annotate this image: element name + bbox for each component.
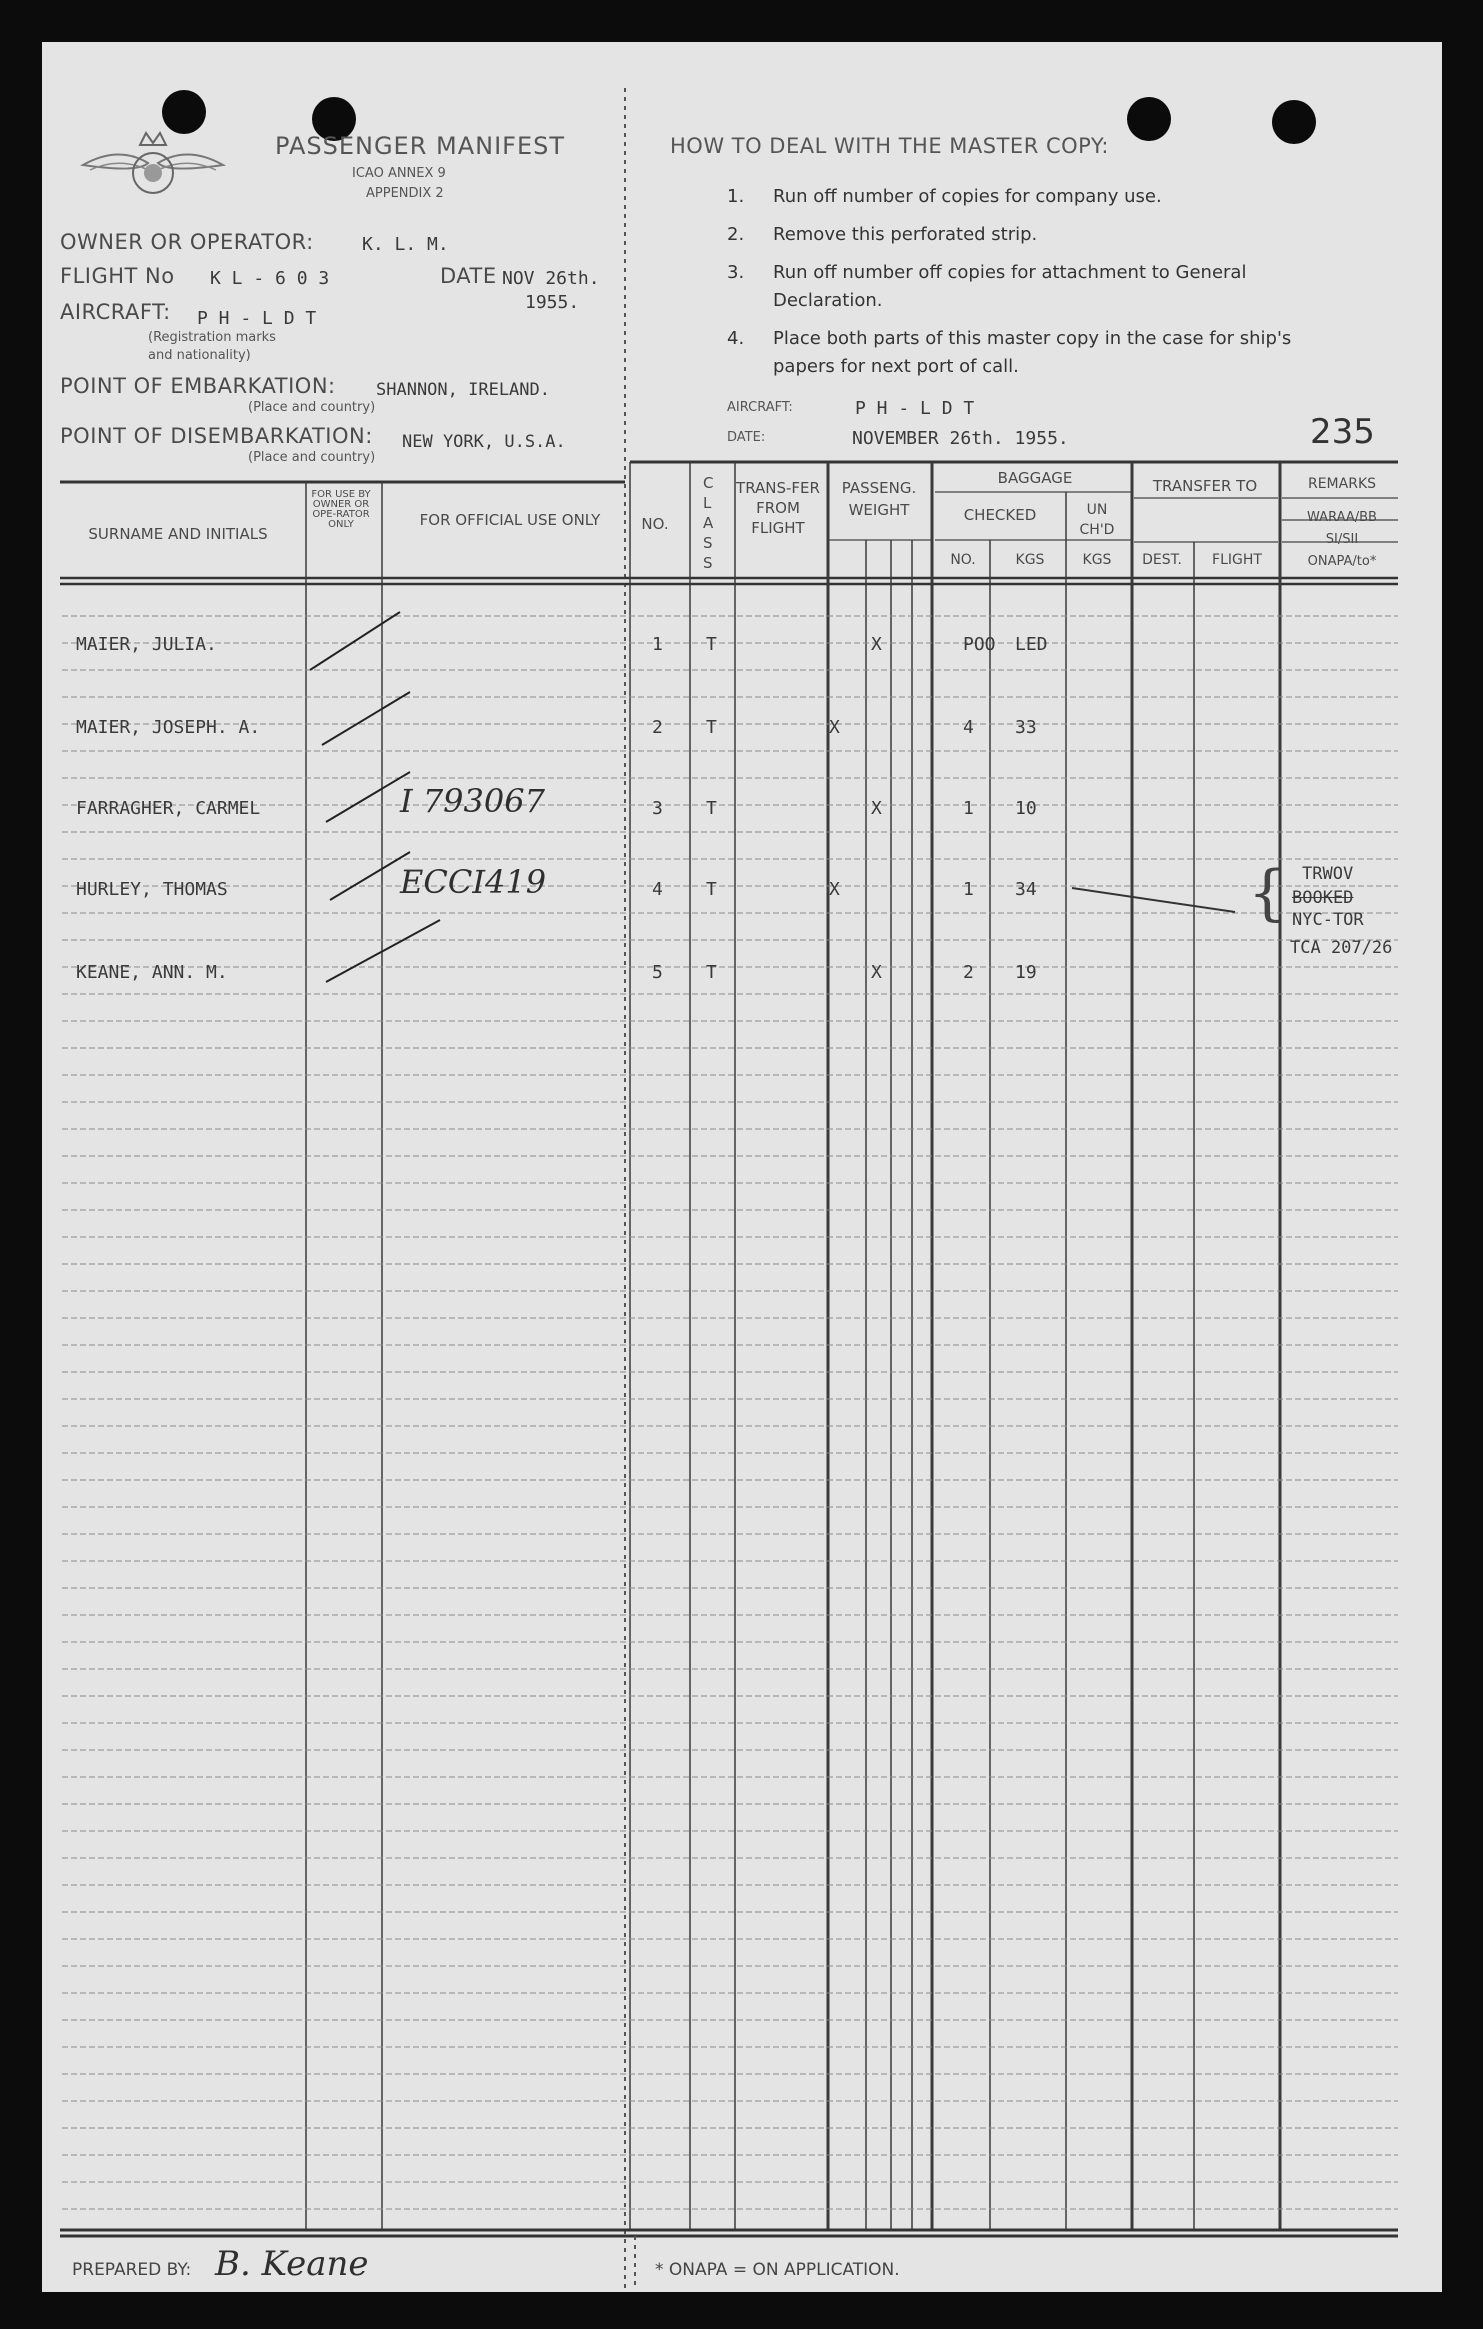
passenger-class: T — [706, 634, 717, 655]
official-use-entry: I 793067 — [400, 782, 545, 820]
date-label: DATE — [440, 264, 497, 288]
remarks-note-line: TRWOV — [1302, 864, 1354, 884]
page-number: 235 — [1310, 412, 1375, 452]
class-letter: S — [703, 554, 713, 572]
instruction-number: 4. — [727, 328, 745, 349]
passenger-no: 2 — [652, 717, 663, 738]
flight-value: K L - 6 0 3 — [210, 268, 330, 289]
baggage-kgs: LED — [1015, 634, 1048, 655]
instruction-number: 1. — [727, 186, 745, 207]
owner-label: OWNER OR OPERATOR: — [60, 230, 314, 254]
passenger-name: MAIER, JOSEPH. A. — [76, 717, 261, 738]
weight-mark: X — [829, 717, 840, 738]
prepared-by-label: PREPARED BY: — [72, 2260, 192, 2280]
class-letter: S — [703, 534, 713, 552]
col-header-remarks-sub: SI/SII — [1325, 532, 1359, 547]
weight-mark: X — [871, 798, 882, 819]
form-subtitle: ICAO ANNEX 9 — [352, 166, 446, 181]
col-header-for-use: FOR USE BY OWNER OR OPE-RATOR ONLY — [311, 489, 371, 530]
col-header-remarks-sub: ONAPA/to* — [1307, 554, 1377, 569]
remarks-note-line: BOOKED — [1292, 888, 1354, 908]
owner-value: K. L. M. — [362, 234, 449, 255]
passenger-name: HURLEY, THOMAS — [76, 879, 228, 900]
passenger-class: T — [706, 962, 717, 983]
instruction-text: Remove this perforated strip. — [773, 224, 1038, 245]
col-header-surname: SURNAME AND INITIALS — [88, 525, 268, 543]
col-header-baggage: BAGGAGE — [997, 469, 1073, 487]
col-header-passeng: PASSENG. — [841, 479, 917, 497]
baggage-no: POO — [963, 634, 996, 655]
right-aircraft-label: AIRCRAFT: — [727, 400, 793, 415]
baggage-kgs: 34 — [1015, 879, 1037, 900]
footer-note: * ONAPA = ON APPLICATION. — [655, 2260, 900, 2280]
col-header-remarks-sub: WARAA/BB — [1307, 510, 1377, 525]
instruction-text: Place both parts of this master copy in the case for ship's — [773, 328, 1292, 349]
date-year: 1955. — [525, 292, 580, 313]
aircraft-note: and nationality) — [148, 348, 251, 363]
instruction-text: Run off number off copies for attachment to General — [773, 262, 1247, 283]
baggage-kgs: 19 — [1015, 962, 1037, 983]
col-header-weight: WEIGHT — [848, 501, 910, 519]
instructions-title: HOW TO DEAL WITH THE MASTER COPY: — [670, 134, 1109, 158]
passenger-no: 1 — [652, 634, 663, 655]
passenger-no: 3 — [652, 798, 663, 819]
col-header-dest: DEST. — [1142, 552, 1182, 568]
aircraft-label: AIRCRAFT: — [60, 300, 171, 324]
embarkation-note: (Place and country) — [248, 400, 376, 415]
col-header-official: FOR OFFICIAL USE ONLY — [419, 511, 601, 529]
airline-logo-icon — [78, 125, 228, 205]
col-header-checked: CHECKED — [963, 506, 1037, 524]
class-letter: L — [703, 494, 712, 512]
official-use-entry: ECCI419 — [400, 863, 547, 901]
baggage-kgs: 33 — [1015, 717, 1037, 738]
col-header-transfer-to: TRANSFER TO — [1152, 477, 1258, 495]
passenger-no: 5 — [652, 962, 663, 983]
instruction-number: 3. — [727, 262, 745, 283]
disembarkation-note: (Place and country) — [248, 450, 376, 465]
passenger-name: KEANE, ANN. M. — [76, 962, 228, 983]
instruction-text: Declaration. — [773, 290, 883, 311]
passenger-class: T — [706, 879, 717, 900]
passenger-no: 4 — [652, 879, 663, 900]
passenger-class: T — [706, 798, 717, 819]
remarks-brace: { — [1248, 858, 1287, 928]
class-letter: A — [703, 514, 714, 532]
passenger-name: FARRAGHER, CARMEL — [76, 798, 261, 819]
col-header-flight: FLIGHT — [1212, 552, 1262, 568]
baggage-no: 1 — [963, 798, 974, 819]
instruction-text: Run off number of copies for company use. — [773, 186, 1162, 207]
col-header-transfer-from: TRANS-FER FROM FLIGHT — [736, 479, 820, 537]
right-date-label: DATE: — [727, 430, 766, 445]
col-header-bag-kgs: KGS — [1015, 552, 1045, 568]
baggage-no: 4 — [963, 717, 974, 738]
weight-mark: X — [829, 879, 840, 900]
col-header-remarks: REMARKS — [1307, 476, 1377, 492]
right-date-value: NOVEMBER 26th. 1955. — [852, 428, 1069, 449]
instruction-text: papers for next port of call. — [773, 356, 1019, 377]
disembarkation-value: NEW YORK, U.S.A. — [402, 432, 566, 452]
prepared-by-signature: B. Keane — [215, 2244, 369, 2284]
class-letter: C — [703, 474, 714, 492]
right-aircraft-value: P H - L D T — [855, 398, 975, 419]
baggage-kgs: 10 — [1015, 798, 1037, 819]
baggage-no: 2 — [963, 962, 974, 983]
remarks-note-line: NYC-TOR — [1292, 910, 1364, 930]
instruction-number: 2. — [727, 224, 745, 245]
form-subtitle: APPENDIX 2 — [366, 186, 444, 201]
disembarkation-label: POINT OF DISEMBARKATION: — [60, 424, 373, 448]
aircraft-note: (Registration marks — [148, 330, 276, 345]
weight-mark: X — [871, 634, 882, 655]
col-header-unchd: UN CH'D — [1079, 502, 1115, 538]
col-header-bag-no: NO. — [950, 552, 976, 568]
col-header-no: NO. — [641, 515, 669, 533]
aircraft-value: P H - L D T — [197, 308, 317, 329]
weight-mark: X — [871, 962, 882, 983]
baggage-no: 1 — [963, 879, 974, 900]
embarkation-value: SHANNON, IRELAND. — [376, 380, 550, 400]
flight-label: FLIGHT No — [60, 264, 175, 288]
col-header-unchd-kgs: KGS — [1082, 552, 1112, 568]
remarks-note-line: TCA 207/26 — [1290, 938, 1393, 958]
embarkation-label: POINT OF EMBARKATION: — [60, 374, 336, 398]
passenger-class: T — [706, 717, 717, 738]
passenger-name: MAIER, JULIA. — [76, 634, 217, 655]
date-value: NOV 26th. — [502, 268, 600, 289]
form-title: PASSENGER MANIFEST — [275, 132, 566, 160]
